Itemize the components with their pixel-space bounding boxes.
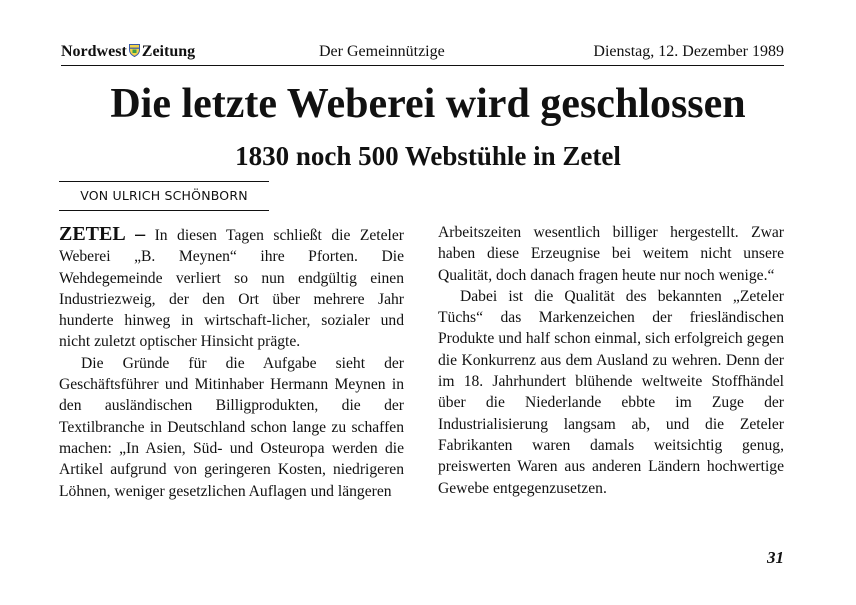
paragraph: Die Gründe für die Aufgabe sieht der Geschäftsführer und Mitinhaber Hermann Meynen in den ausländischen Billigprodukten, die der Textilbranche in Deutschland schon lange zu schaffen machen: „In Asien, Süd- und Osteuropa werden die Artikel aufgrund von geringeren Kosten, niedrigeren Löhnen, weniger gesetzlichen Auflagen und längeren [59, 354, 404, 500]
coat-of-arms-icon [129, 42, 140, 55]
paragraph: Arbeitszeiten wesentlich billiger hergestellt. Zwar haben diese Erzeugnise bei weitem nicht unsere Qualität, doch danach fragen heute nur noch wenige.“ [438, 224, 784, 284]
page-number: 31 [767, 548, 784, 567]
section-name: Der Gemeinnützige [319, 43, 445, 60]
newspaper-name-part2: Zeitung [141, 43, 196, 60]
article-column-left [59, 224, 404, 502]
masthead [61, 41, 784, 66]
paragraph-text: In diesen Tagen schließt die Zeteler Weberei „B. Meynen“ ihre Pforten. Die Wehdegemeinde verliert so nun endgültig einen Industriezweig, der den Ort über mehrere Jahr hunderte hinweg in wirtschaft-licher, sozialer und nicht zuletzt optischer Hinsicht prägte. [59, 227, 404, 351]
dateline: ZETEL – [59, 223, 146, 245]
newspaper-name-part1: Nordwest [61, 43, 127, 60]
issue-date: Dienstag, 12. Dezember 1989 [593, 43, 784, 60]
paragraph [59, 224, 404, 353]
newspaper-name [61, 41, 195, 63]
byline: VON ULRICH SCHÖNBORN [59, 181, 269, 211]
headline: Die letzte Weberei wird geschlossen [110, 81, 746, 127]
paragraph: Dabei ist die Qualität des bekannten „Zeteler Tüchs“ das Markenzeichen der friesländischen Produkte und half schon einmal, sich erfolgreich gegen die Konkurrenz aus dem Ausland zu wehren. Denn der im 18. Jahrhundert blühende weltweite Stoffhändel über die Niederlande ebbte im Zuge der Industrialisierung langsam ab, und die Zeteler Fabrikanten waren damals weitsichtig genug, preiswerten Waren aus anderen Ländern hochwertige Gewebe entgegenzusetzen. [438, 287, 784, 497]
subheadline: 1830 noch 500 Webstühle in Zetel [235, 141, 621, 171]
article-column-right [438, 222, 784, 499]
